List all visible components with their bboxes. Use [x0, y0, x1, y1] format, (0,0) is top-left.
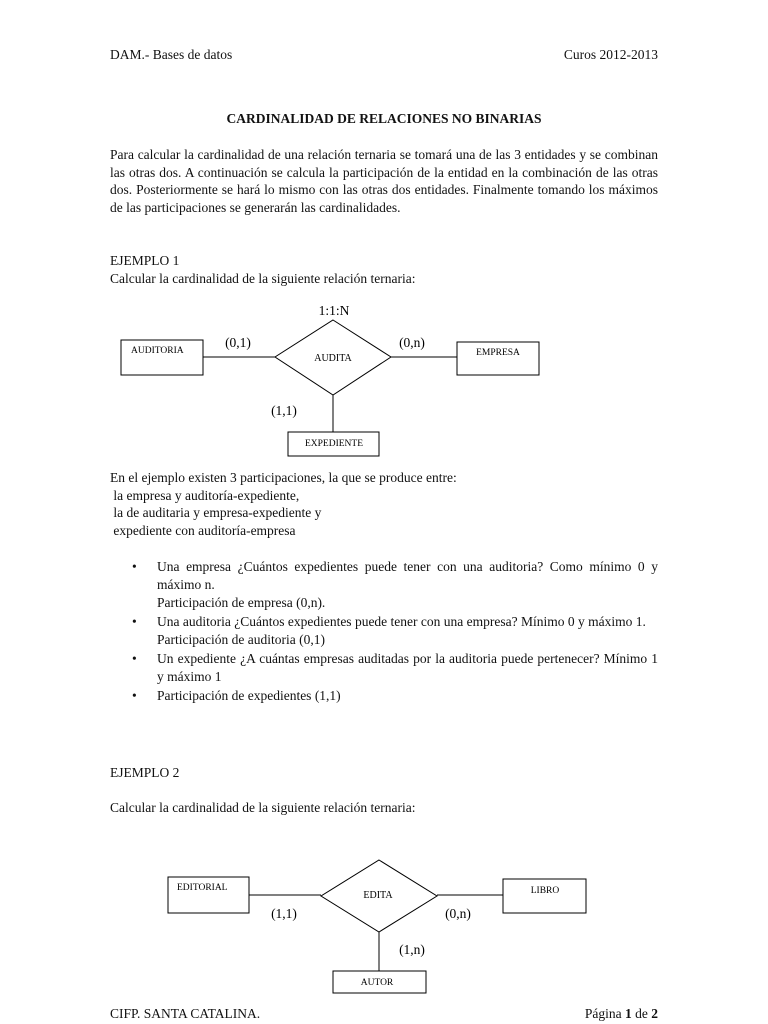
participation-bottom: (1,1)	[271, 403, 297, 418]
page-number	[585, 1005, 658, 1023]
explanation-line: la de auditaria y empresa-expediente y	[110, 505, 322, 520]
page-current: 1	[625, 1006, 632, 1021]
bullet-text: Una empresa ¿Cuántos expedientes puede tener con una auditoria? Como mínimo 0 y máximo n.	[157, 559, 658, 592]
relation-label: AUDITA	[314, 353, 352, 364]
entity-label-bottom: EXPEDIENTE	[304, 439, 364, 449]
page-word: Página	[584, 1006, 622, 1021]
bullet-icon: •	[132, 559, 137, 574]
relation-label: EDITA	[363, 890, 393, 901]
list-item	[110, 650, 658, 686]
explanation-line: la empresa y auditoría-expediente,	[110, 488, 300, 503]
page-total: 2	[651, 1006, 658, 1021]
bullet-icon: •	[132, 651, 137, 666]
header-left: DAM.- Bases de datos	[110, 47, 233, 62]
participation-bottom: (1,n)	[399, 942, 425, 957]
entity-label-bottom: AUTOR	[360, 978, 394, 988]
cardinality-label: 1:1:N	[318, 303, 350, 318]
er-diagram-1	[0, 295, 768, 465]
bullet-list	[110, 558, 658, 706]
bullet-note: Participación de empresa (0,n).	[157, 595, 326, 610]
bullet-icon: •	[132, 614, 137, 629]
page-of-word: de	[635, 1006, 648, 1021]
page-title: CARDINALIDAD DE RELACIONES NO BINARIAS	[226, 111, 542, 126]
bullet-note: Participación de auditoria (0,1)	[157, 632, 325, 647]
explanation-line: En el ejemplo existen 3 participaciones, la que se produce entre:	[110, 470, 457, 485]
footer-left: CIFP. SANTA CATALINA.	[110, 1006, 261, 1021]
entity-label-left: AUDITORIA	[131, 346, 184, 356]
entity-label-left: EDITORIAL	[177, 883, 228, 893]
bullet-text: Participación de expedientes (1,1)	[157, 688, 341, 703]
intro-paragraph: Para calcular la cardinalidad de una relación ternaria se tomará una de las 3 entidades y se combinan las otras dos. A continuación se calcula la participación de la entidad en la combinación de las otras dos. Posteriormente se hará lo mismo con las otras dos entidades. Finalmente tomando los máximos de las participaciones se generarán las cardinalidades.	[110, 147, 658, 215]
example1-prompt: Calcular la cardinalidad de la siguiente relación ternaria:	[110, 271, 416, 286]
example2-heading: EJEMPLO 2	[110, 765, 180, 780]
bullet-text: Un expediente ¿A cuántas empresas auditadas por la auditoria puede pertenecer? Mínimo 1 y máximo 1	[157, 651, 658, 684]
entity-box-empresa	[457, 342, 539, 375]
participation-left: (0,1)	[225, 335, 251, 350]
list-item	[110, 558, 658, 612]
list-item	[110, 613, 658, 649]
participation-right: (0,n)	[445, 906, 471, 921]
participation-right: (0,n)	[399, 335, 425, 350]
explanation-line: expediente con auditoría-empresa	[110, 523, 296, 538]
entity-label-right: EMPRESA	[476, 348, 520, 358]
header-right: Curos 2012-2013	[563, 47, 658, 62]
er-diagram-2	[0, 850, 768, 1000]
bullet-icon: •	[132, 688, 137, 703]
example2-prompt: Calcular la cardinalidad de la siguiente relación ternaria:	[110, 800, 416, 815]
list-item	[110, 687, 658, 705]
bullet-text: Una auditoria ¿Cuántos expedientes puede tener con una empresa? Mínimo 0 y máximo 1.	[157, 614, 646, 629]
participation-left: (1,1)	[271, 906, 297, 921]
entity-box-libro	[503, 879, 586, 913]
example1-heading: EJEMPLO 1	[110, 253, 180, 268]
entity-label-right: LIBRO	[530, 886, 560, 896]
